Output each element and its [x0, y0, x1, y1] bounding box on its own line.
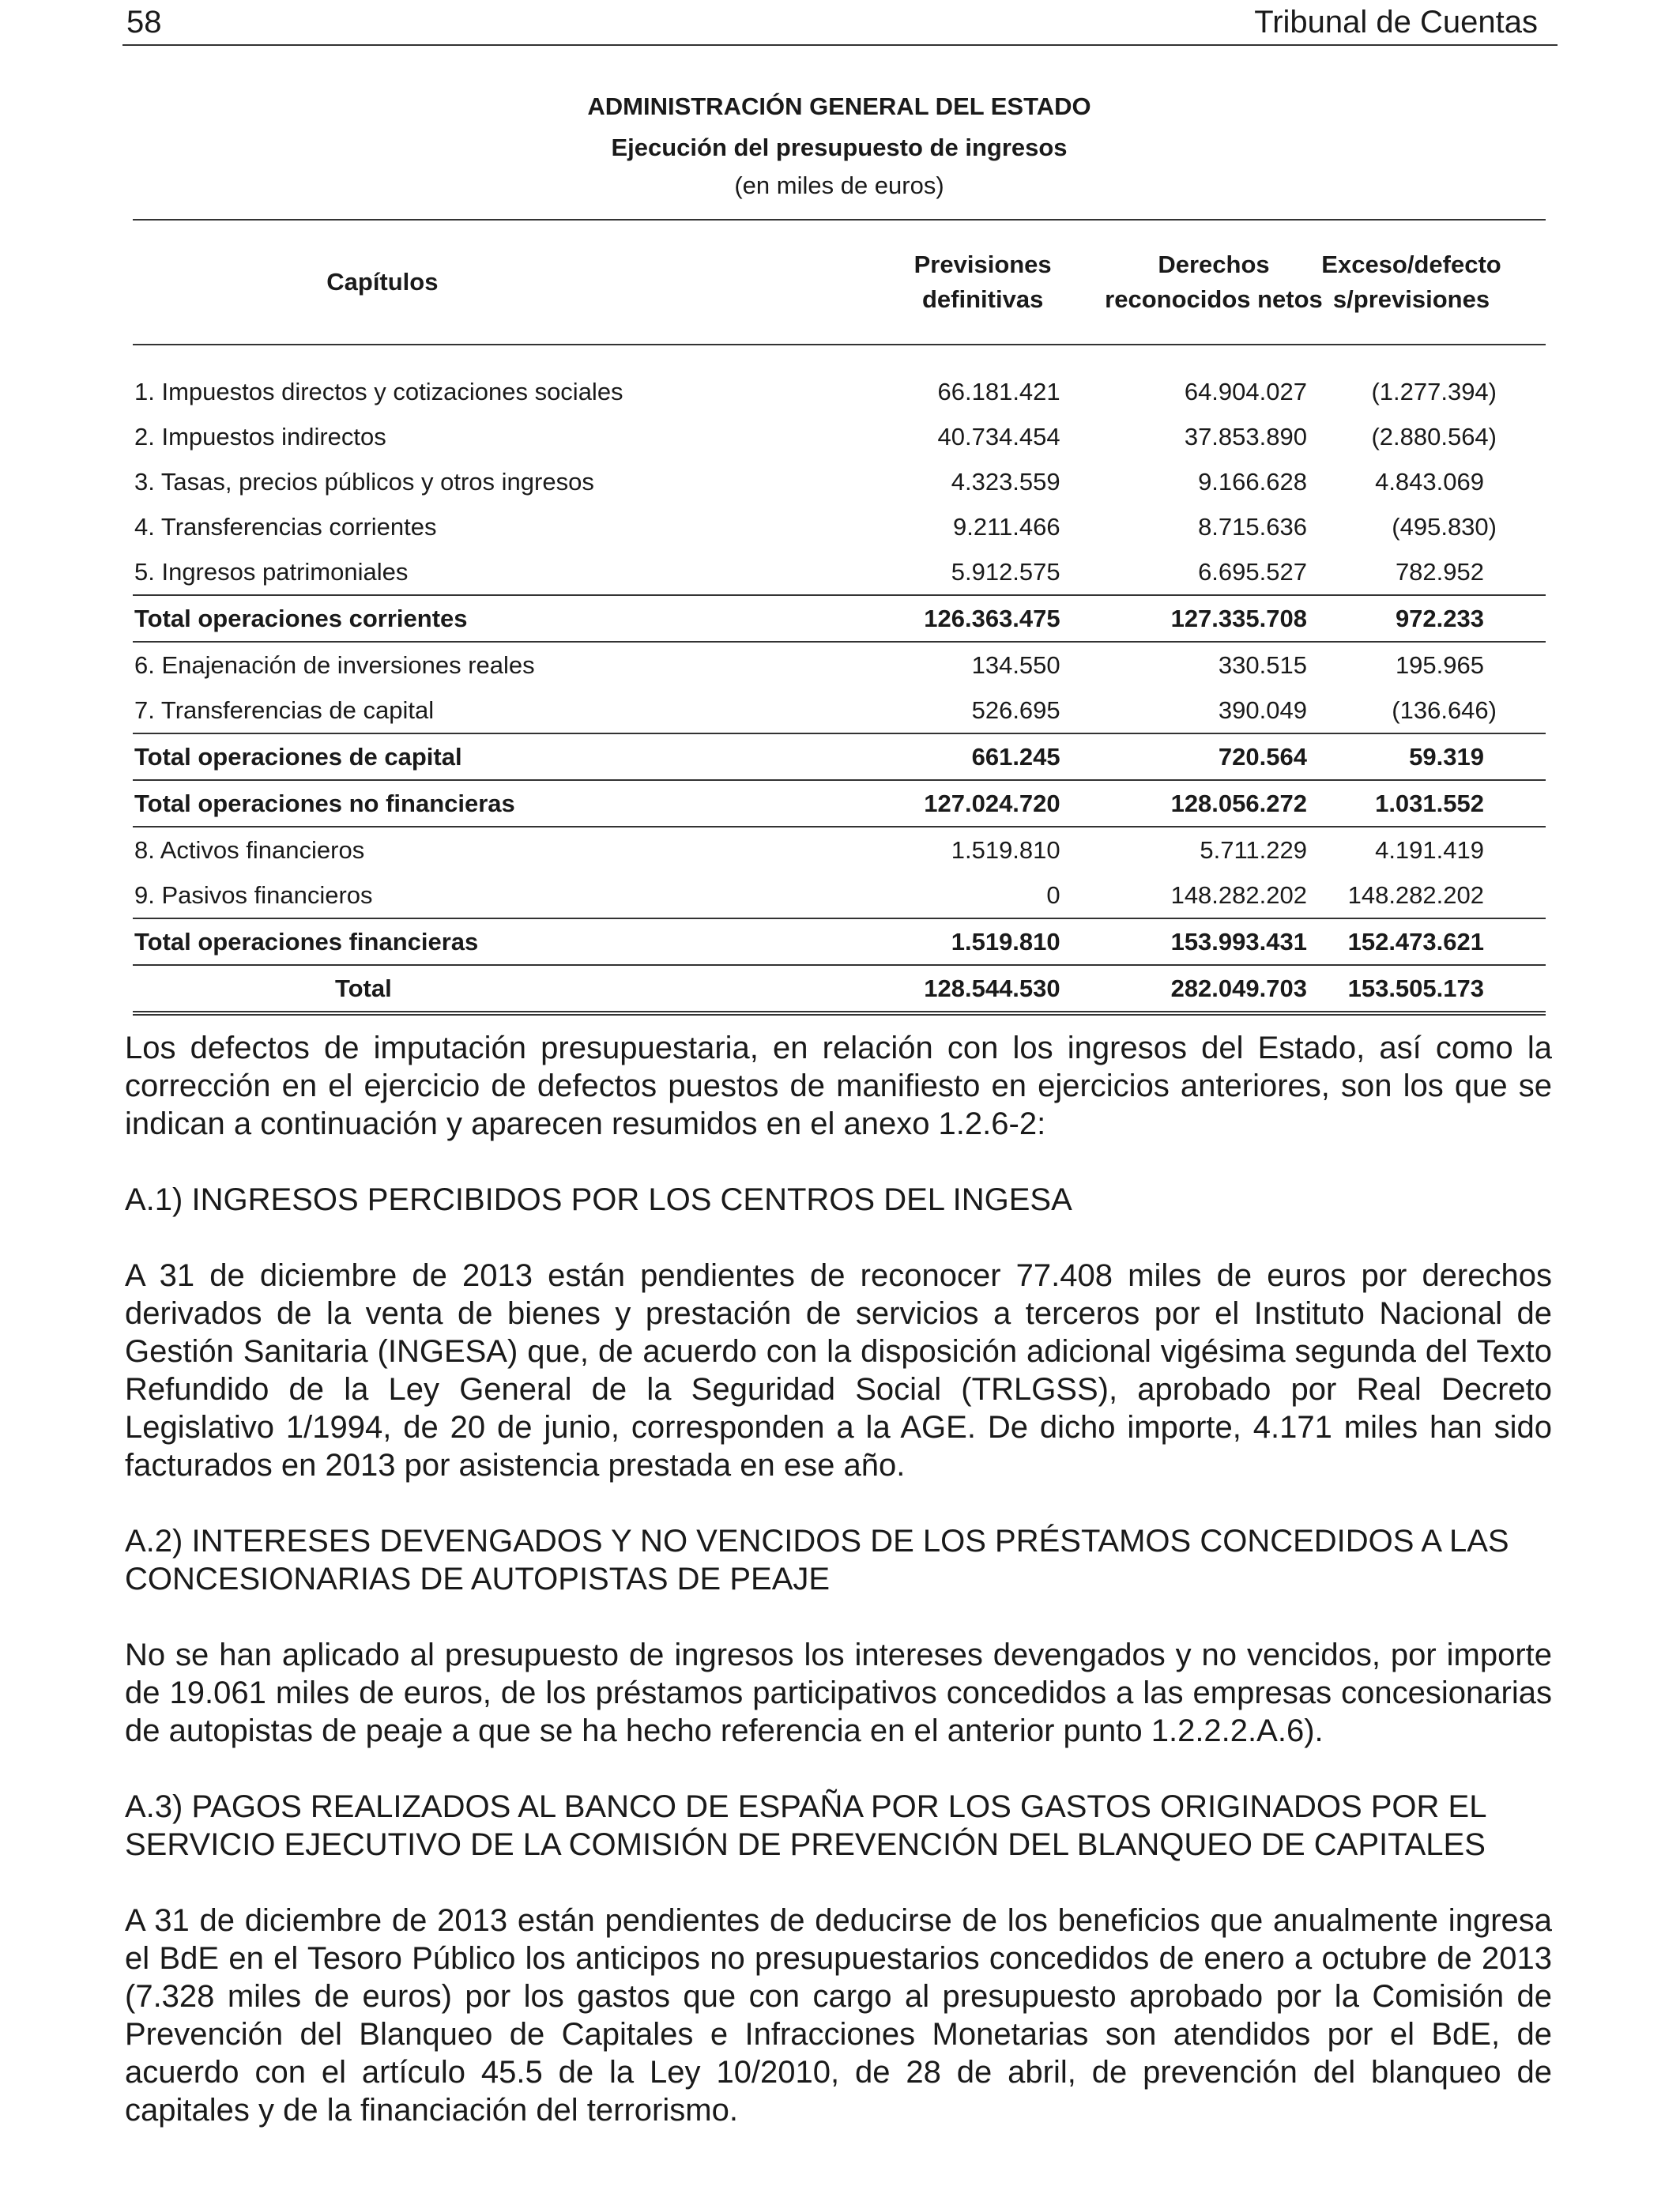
cell-excess: 195.965	[1309, 642, 1546, 688]
table-row	[133, 369, 1546, 414]
cell-forecasts: 127.024.720	[790, 780, 1062, 827]
column-header-forecasts	[790, 220, 1062, 345]
row-label: 4. Transferencias corrientes	[134, 513, 437, 541]
cell-excess: 153.505.173	[1309, 965, 1546, 1013]
cell-forecasts: 126.363.475	[790, 595, 1062, 642]
cell-forecasts: 66.181.421	[937, 378, 1060, 405]
page-number: 58	[126, 5, 162, 40]
cell-excess: (1.277.394)	[1371, 378, 1497, 405]
cell-forecasts: 128.544.530	[790, 965, 1062, 1013]
cell-forecasts: 1.519.810	[790, 827, 1062, 873]
cell-rights: 330.515	[1062, 642, 1309, 688]
budget-table-block	[133, 91, 1546, 1016]
column-header-forecasts-line1: Previsiones	[913, 251, 1052, 278]
cell-forecasts: 0	[1046, 881, 1060, 909]
row-label: 7. Transferencias de capital	[134, 696, 435, 724]
cell-forecasts: 134.550	[790, 642, 1062, 688]
column-header-chapters: Capítulos	[133, 220, 790, 345]
subtotal-row	[133, 733, 1546, 780]
cell-excess: 972.233	[1309, 595, 1546, 642]
cell-excess: 4.843.069	[1375, 468, 1484, 496]
column-header-excess	[1309, 220, 1546, 345]
table-title: ADMINISTRACIÓN GENERAL DEL ESTADO	[587, 92, 1091, 120]
row-label: Total operaciones de capital	[133, 733, 790, 780]
column-header-excess-line1: Exceso/defecto	[1321, 251, 1501, 278]
column-header-excess-line2: s/previsiones	[1332, 285, 1490, 313]
cell-rights: 8.715.636	[1198, 513, 1307, 541]
row-label: Total operaciones financieras	[133, 918, 790, 965]
section-a2-paragraph: No se han aplicado al presupuesto de ingresos los intereses devengados y no vencidos, por importe de 19.061 miles de euros, de los préstamos participativos concedidos a las empresas concesionarias de autopistas de peaje a que se ha hecho referencia en el anterior punto 1.2.2.2.A.6).	[125, 1638, 1552, 1748]
section-a3-heading: A.3) PAGOS REALIZADOS AL BANCO DE ESPAÑA POR LOS GASTOS ORIGINADOS POR EL SERVICIO EJECUTIVO DE LA COMISIÓN DE PREVENCIÓN DEL BLANQUEO DE CAPITALES	[125, 1789, 1486, 1862]
table-row	[133, 873, 1546, 918]
cell-rights: 37.853.890	[1184, 423, 1307, 450]
cell-forecasts: 4.323.559	[951, 468, 1060, 496]
cell-rights: 64.904.027	[1184, 378, 1307, 405]
row-label: 6. Enajenación de inversiones reales	[133, 642, 790, 688]
cell-forecasts: 1.519.810	[790, 918, 1062, 965]
cell-excess: 4.191.419	[1309, 827, 1546, 873]
row-label: 9. Pasivos financieros	[134, 881, 373, 909]
row-label: 2. Impuestos indirectos	[134, 423, 386, 450]
section-a1-paragraph: A 31 de diciembre de 2013 están pendientes de reconocer 77.408 miles de euros por derechos derivados de la venta de bienes y prestación de servicios a terceros por el Instituto Nacional de Gestión Sanitaria (INGESA) que, de acuerdo con la disposición adicional vigésima segunda del Texto Refundido de la Ley General de la Seguridad Social (TRLGSS), aprobado por Real Decreto Legislativo 1/1994, de 20 de junio, corresponden a la AGE. De dicho importe, 4.171 miles han sido facturados en 2013 por asistencia prestada en ese año.	[125, 1258, 1552, 1483]
cell-excess: (136.646)	[1392, 696, 1497, 724]
cell-rights: 148.282.202	[1170, 881, 1307, 909]
row-label: Total operaciones corrientes	[133, 595, 790, 642]
cell-rights: 153.993.431	[1062, 918, 1309, 965]
row-label: Total operaciones no financieras	[133, 780, 790, 827]
column-header-forecasts-line2: definitivas	[921, 285, 1044, 313]
running-title: Tribunal de Cuentas	[1254, 5, 1538, 40]
cell-rights: 9.166.628	[1198, 468, 1307, 496]
section-a1-heading: A.1) INGRESOS PERCIBIDOS POR LOS CENTROS DEL INGESA	[125, 1182, 1072, 1217]
table-row	[133, 688, 1546, 733]
row-label: 8. Activos financieros	[133, 827, 790, 873]
column-header-rights-line1: Derechos	[1158, 251, 1270, 278]
row-label: Total	[133, 965, 790, 1013]
cell-excess: (2.880.564)	[1371, 423, 1497, 450]
cell-rights: 128.056.272	[1062, 780, 1309, 827]
section-a3-paragraph: A 31 de diciembre de 2013 están pendientes de deducirse de los beneficios que anualmente ingresa el BdE en el Tesoro Público los anticipos no presupuestarios concedidos de enero a octubre de 2013 (7.328 miles de euros) por los gastos que con cargo al presupuesto aprobado por la Comisión de Prevención del Blanqueo de Capitales e Infracciones Monetarias son atendidos por el BdE, de acuerdo con el artículo 45.5 de la Ley 10/2010, de 28 de abril, de prevención del blanqueo de capitales y de la financiación del terrorismo.	[125, 1903, 1552, 2128]
cell-excess: 1.031.552	[1309, 780, 1546, 827]
cell-excess: 148.282.202	[1347, 881, 1484, 909]
row-label: 3. Tasas, precios públicos y otros ingresos	[134, 468, 594, 496]
table-subtitle: Ejecución del presupuesto de ingresos	[611, 134, 1068, 161]
grand-total-row	[133, 965, 1546, 1013]
cell-excess: 59.319	[1309, 733, 1546, 780]
cell-rights: 6.695.527	[1198, 558, 1307, 586]
section-a2-heading: A.2) INTERESES DEVENGADOS Y NO VENCIDOS DE LOS PRÉSTAMOS CONCEDIDOS A LAS CONCESIONARIAS DE AUTOPISTAS DE PEAJE	[125, 1524, 1509, 1596]
cell-excess: 782.952	[1395, 558, 1484, 586]
table-units: (en miles de euros)	[734, 172, 944, 199]
budget-table	[133, 219, 1546, 1016]
table-header-row	[133, 220, 1546, 345]
intro-paragraph: Los defectos de imputación presupuestaria, en relación con los ingresos del Estado, así como la corrección en el ejercicio de defectos puestos de manifiesto en ejercicios anteriores, son los que se indican a continuación y aparecen resumidos en el anexo 1.2.6-2:	[125, 1031, 1552, 1141]
row-label: 5. Ingresos patrimoniales	[134, 558, 409, 586]
cell-rights: 390.049	[1218, 696, 1307, 724]
cell-rights: 282.049.703	[1062, 965, 1309, 1013]
cell-excess: (495.830)	[1392, 513, 1497, 541]
table-row	[133, 414, 1546, 459]
cell-forecasts: 40.734.454	[937, 423, 1060, 450]
body-text	[125, 1029, 1552, 2167]
page-header	[122, 0, 1558, 46]
table-row	[133, 504, 1546, 549]
table-row	[133, 549, 1546, 595]
cell-forecasts: 526.695	[971, 696, 1060, 724]
table-row	[133, 642, 1546, 688]
cell-forecasts: 9.211.466	[953, 513, 1060, 541]
cell-excess: 152.473.621	[1309, 918, 1546, 965]
table-row	[133, 459, 1546, 504]
subtotal-row	[133, 595, 1546, 642]
cell-forecasts: 5.912.575	[951, 558, 1060, 586]
cell-rights: 5.711.229	[1062, 827, 1309, 873]
row-label: 1. Impuestos directos y cotizaciones sociales	[134, 378, 623, 405]
table-row	[133, 827, 1546, 873]
subtotal-row	[133, 780, 1546, 827]
cell-forecasts: 661.245	[790, 733, 1062, 780]
cell-rights: 127.335.708	[1062, 595, 1309, 642]
cell-rights: 720.564	[1062, 733, 1309, 780]
column-header-rights	[1062, 220, 1323, 345]
column-header-rights-line2: reconocidos netos	[1105, 285, 1323, 313]
subtotal-row	[133, 918, 1546, 965]
table-spacer	[133, 345, 1546, 369]
